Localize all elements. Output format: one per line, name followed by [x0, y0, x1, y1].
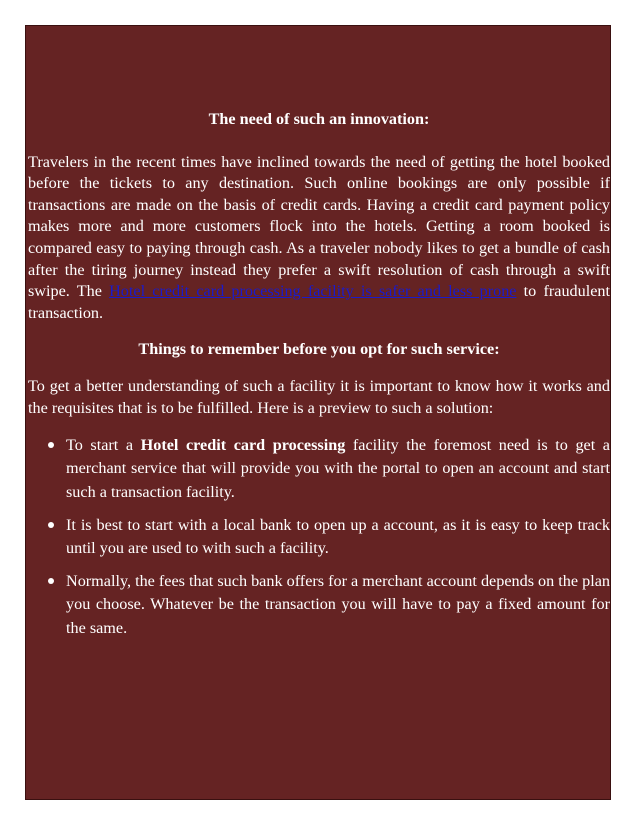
paragraph-text-before-link: Travelers in the recent times have inclined towards the need of getting the hotel booked before the tickets to any destination. Such online bookings are only possible if transactions are made on the basis of credit cards. Having a credit card payment policy makes more and more customers flock into the hotels. Getting a room booked is compared easy to paying through cash. As a traveler nobody likes to get a bundle of cash after the tiring journey instead they prefer a swift resolution of cash through a swift swipe. The	[28, 152, 610, 301]
bullet-icon	[48, 578, 54, 584]
paragraph-understanding: To get a better understanding of such a facility it is important to know how it works and the requisites that is to be fulfilled. Here is a preview to such a solution:	[28, 376, 610, 417]
section-heading-innovation: The need of such an innovation:	[208, 110, 430, 128]
bullet-text: It is best to start with a local bank to open up a account, as it is easy to keep track until you are used to with such a facility.	[66, 515, 610, 557]
document-content	[28, 109, 610, 640]
paragraph-text-after-link: to fraudulent transaction.	[28, 282, 610, 322]
bullet-text-before: To start a	[66, 436, 141, 455]
bullet-bold-term: Hotel credit card processing	[140, 436, 346, 455]
requirements-list	[28, 434, 610, 640]
section-heading-things-to-remember: Things to remember before you opt for such service:	[138, 340, 500, 359]
hotel-credit-card-link[interactable]: Hotel credit card processing facility is safer and less prone	[109, 282, 517, 301]
bullet-icon	[48, 522, 54, 528]
paragraph-innovation	[28, 152, 610, 325]
bullet-text-after: facility the foremost need is to get a merchant service that will provide you with the portal to open an account and start such a transaction facility.	[66, 436, 610, 501]
list-item	[28, 570, 610, 640]
list-item	[28, 434, 610, 504]
bullet-icon	[48, 442, 54, 448]
list-item	[28, 514, 610, 560]
bullet-text: Normally, the fees that such bank offers for a merchant account depends on the plan you choose. Whatever be the transaction you will have to pay a fixed amount for the same.	[66, 572, 610, 637]
